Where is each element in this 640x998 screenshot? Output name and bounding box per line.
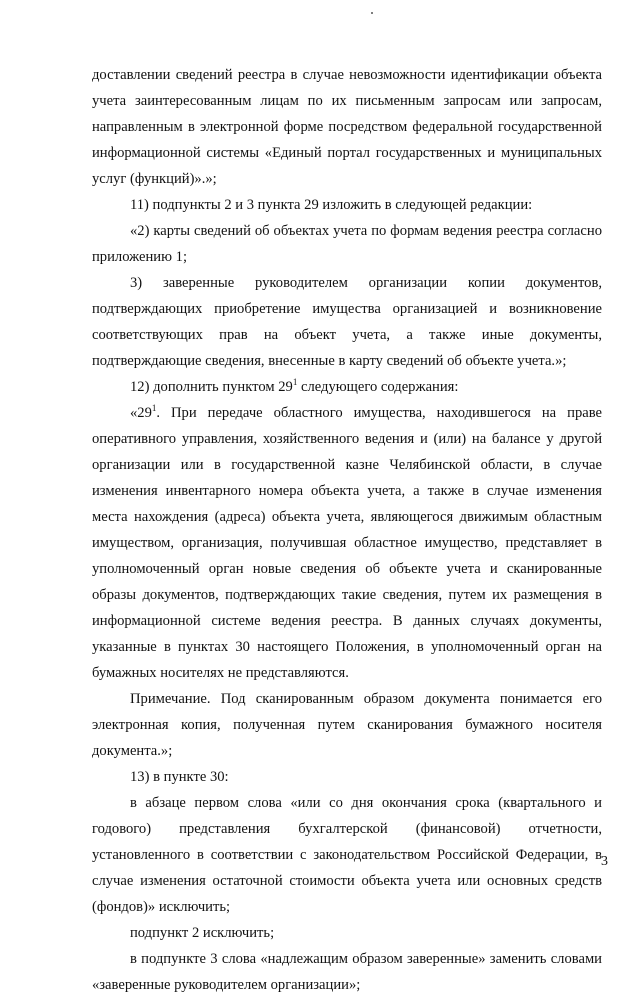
paragraph-4: 3) заверенные руководителем организации копии документов, подтверждающих приобретение имущества организацией и возникновение соответствующих прав на объект учета, а также иные документы, подтверждающие сведения, внесенные в карту сведений об объекте учета.»; — [92, 275, 602, 369]
paragraph-10: подпункт 2 исключить; — [130, 925, 275, 941]
paragraph-1: доставлении сведений реестра в случае невозможности идентификации объекта учета заинтересованным лицам по их письменным запросам или запросам, направленным в электронной форме посредством федеральной государственной информационной системы «Единый портал государственных и муниципальных услуг (функций)».»; — [92, 67, 602, 187]
paragraph-8: 13) в пункте 30: — [130, 769, 229, 785]
paragraph-5-superscript: 1 — [292, 377, 298, 388]
paragraph-6-text-after: . При передаче областного имущества, находившегося на праве оперативного управления, хозяйственного ведения и (или) на балансе у другой организации или в государственной казне Челябинской области, в случае изменения инвентарного номера объекта учета, а также в случае изменения места нахождения (адреса) объекта учета, являющегося движимым областным имуществом, организация, получившая областное имущество, представляет в уполномоченный орган новые сведения об объекте учета и сканированные образы документов, подтверждающих такие сведения, путем их размещения в информационной системе ведения реестра. В данных случаях документы, указанные в пунктах 30 настоящего Положения, в уполномоченный орган на бумажных носителях не представляются. — [92, 405, 602, 681]
paragraph-6 — [92, 400, 602, 686]
paragraph-5 — [92, 374, 602, 400]
page-number: 3 — [601, 854, 608, 869]
paragraph-2: 11) подпункты 2 и 3 пункта 29 изложить в следующей редакции: — [130, 197, 533, 213]
document-body — [92, 62, 602, 998]
paragraph-11: в подпункте 3 слова «надлежащим образом заверенные» заменить словами «заверенные руководителем организации»; — [92, 951, 602, 993]
paragraph-5-text-before: 12) дополнить пунктом 29 — [130, 379, 293, 395]
paragraph-6-text-before: «29 — [130, 405, 152, 421]
paragraph-7-note: Примечание. Под сканированным образом документа понимается его электронная копия, полученная путем сканирования бумажного носителя документа.»; — [92, 691, 602, 759]
scan-speck — [371, 12, 373, 14]
paragraph-3: «2) карты сведений об объектах учета по формам ведения реестра согласно приложению 1; — [92, 223, 602, 265]
paragraph-6-superscript: 1 — [151, 403, 157, 414]
paragraph-9: в абзаце первом слова «или со дня окончания срока (квартального и годового) представления бухгалтерской (финансовой) отчетности, установленного в соответствии с законодательством Российской Федерации, в случае изменения остаточной стоимости объекта учета или основных средств (фондов)» исключить; — [92, 795, 602, 915]
paragraph-5-text-after: следующего содержания: — [297, 379, 459, 395]
